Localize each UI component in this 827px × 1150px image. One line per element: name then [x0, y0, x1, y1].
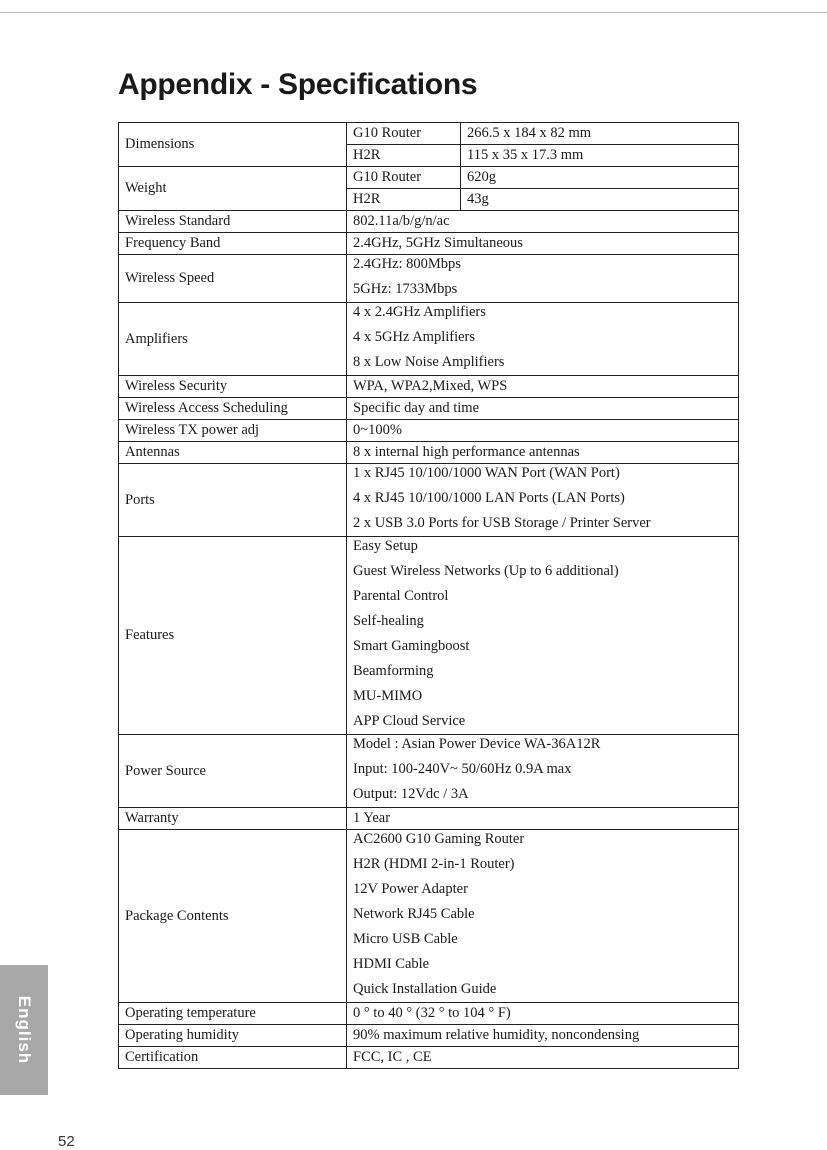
spec-value: 90% maximum relative humidity, noncondensing [347, 1025, 739, 1047]
table-row-power-source [119, 735, 739, 808]
table-row-ports [119, 464, 739, 537]
spec-value: 266.5 x 184 x 82 mm [461, 123, 739, 145]
spec-value: 2.4GHz, 5GHz Simultaneous [347, 233, 739, 255]
spec-subitem: G10 Router [347, 167, 461, 189]
spec-line: 12V Power Adapter [353, 881, 468, 897]
spec-line: 2 x USB 3.0 Ports for USB Storage / Printer Server [353, 515, 651, 531]
spec-line: Beamforming [353, 663, 434, 679]
spec-line: Guest Wireless Networks (Up to 6 additional) [353, 563, 619, 579]
spec-line: HDMI Cable [353, 956, 430, 972]
table-row-package-contents [119, 830, 739, 1003]
spec-value: 0~100% [347, 420, 739, 442]
spec-value-list [347, 255, 739, 303]
spec-line: 2.4GHz: 800Mbps [353, 256, 461, 272]
spec-value: 620g [461, 167, 739, 189]
table-row-dimensions-g10 [119, 123, 739, 145]
table-row-antennas [119, 442, 739, 464]
spec-value-list [347, 830, 739, 1003]
spec-label-amplifiers: Amplifiers [119, 303, 347, 376]
table-row-features [119, 537, 739, 735]
spec-line: Input: 100-240V~ 50/60Hz 0.9A max [353, 761, 572, 777]
spec-line: Model : Asian Power Device WA-36A12R [353, 736, 601, 752]
spec-label-operating-humidity: Operating humidity [119, 1025, 347, 1047]
spec-line: Micro USB Cable [353, 931, 458, 947]
spec-label-dimensions: Dimensions [119, 123, 347, 167]
page-number: 52 [58, 1133, 75, 1150]
spec-value: FCC, IC , CE [347, 1047, 739, 1069]
spec-line: 5GHz: 1733Mbps [353, 281, 458, 297]
spec-label-wireless-access-scheduling: Wireless Access Scheduling [119, 398, 347, 420]
spec-line: 4 x 5GHz Amplifiers [353, 329, 476, 345]
spec-label-frequency-band: Frequency Band [119, 233, 347, 255]
spec-value: 43g [461, 189, 739, 211]
spec-line: Output: 12Vdc / 3A [353, 786, 469, 802]
table-row-weight-g10 [119, 167, 739, 189]
spec-label-power-source: Power Source [119, 735, 347, 808]
page-title: Appendix - Specifications [118, 68, 478, 101]
spec-value-list [347, 735, 739, 808]
table-row-wireless-standard [119, 211, 739, 233]
spec-line: MU-MIMO [353, 688, 423, 704]
spec-value: 0 ° to 40 ° (32 ° to 104 ° F) [347, 1003, 739, 1025]
spec-label-ports: Ports [119, 464, 347, 537]
spec-line: Easy Setup [353, 538, 418, 554]
spec-label-features: Features [119, 537, 347, 735]
spec-subitem: H2R [347, 145, 461, 167]
spec-line: Network RJ45 Cable [353, 906, 475, 922]
language-side-tab [0, 965, 48, 1095]
spec-value: 1 Year [347, 808, 739, 830]
spec-label-antennas: Antennas [119, 442, 347, 464]
spec-label-operating-temperature: Operating temperature [119, 1003, 347, 1025]
spec-label-certification: Certification [119, 1047, 347, 1069]
spec-label-wireless-security: Wireless Security [119, 376, 347, 398]
side-tab-label: English [15, 995, 34, 1065]
top-rule [0, 12, 827, 13]
spec-value: WPA, WPA2,Mixed, WPS [347, 376, 739, 398]
spec-value-list [347, 303, 739, 376]
spec-label-wireless-tx-power: Wireless TX power adj [119, 420, 347, 442]
table-row-wireless-tx-power [119, 420, 739, 442]
table-row-wireless-security [119, 376, 739, 398]
spec-line: H2R (HDMI 2-in-1 Router) [353, 856, 515, 872]
table-row-wireless-speed [119, 255, 739, 303]
table-row-wireless-access-scheduling [119, 398, 739, 420]
spec-label-weight: Weight [119, 167, 347, 211]
spec-subitem: H2R [347, 189, 461, 211]
spec-line: Self-healing [353, 613, 424, 629]
spec-line: 4 x 2.4GHz Amplifiers [353, 304, 486, 320]
spec-line: 4 x RJ45 10/100/1000 LAN Ports (LAN Ports) [353, 490, 625, 506]
spec-line: APP Cloud Service [353, 713, 466, 729]
spec-value: 115 x 35 x 17.3 mm [461, 145, 739, 167]
spec-label-wireless-speed: Wireless Speed [119, 255, 347, 303]
table-row-warranty [119, 808, 739, 830]
spec-label-warranty: Warranty [119, 808, 347, 830]
spec-value: 802.11a/b/g/n/ac [347, 211, 739, 233]
spec-subitem: G10 Router [347, 123, 461, 145]
spec-line: AC2600 G10 Gaming Router [353, 831, 525, 847]
table-row-operating-humidity [119, 1025, 739, 1047]
spec-label-package-contents: Package Contents [119, 830, 347, 1003]
table-row-amplifiers [119, 303, 739, 376]
spec-line: Quick Installation Guide [353, 981, 497, 997]
spec-line: 1 x RJ45 10/100/1000 WAN Port (WAN Port) [353, 465, 620, 481]
table-row-frequency-band [119, 233, 739, 255]
table-row-certification [119, 1047, 739, 1069]
spec-line: Parental Control [353, 588, 449, 604]
spec-value: 8 x internal high performance antennas [347, 442, 739, 464]
spec-line: 8 x Low Noise Amplifiers [353, 354, 505, 370]
spec-value: Specific day and time [347, 398, 739, 420]
spec-line: Smart Gamingboost [353, 638, 470, 654]
spec-value-list [347, 464, 739, 537]
specifications-table [118, 122, 739, 1069]
spec-label-wireless-standard: Wireless Standard [119, 211, 347, 233]
table-row-operating-temperature [119, 1003, 739, 1025]
spec-value-list [347, 537, 739, 735]
